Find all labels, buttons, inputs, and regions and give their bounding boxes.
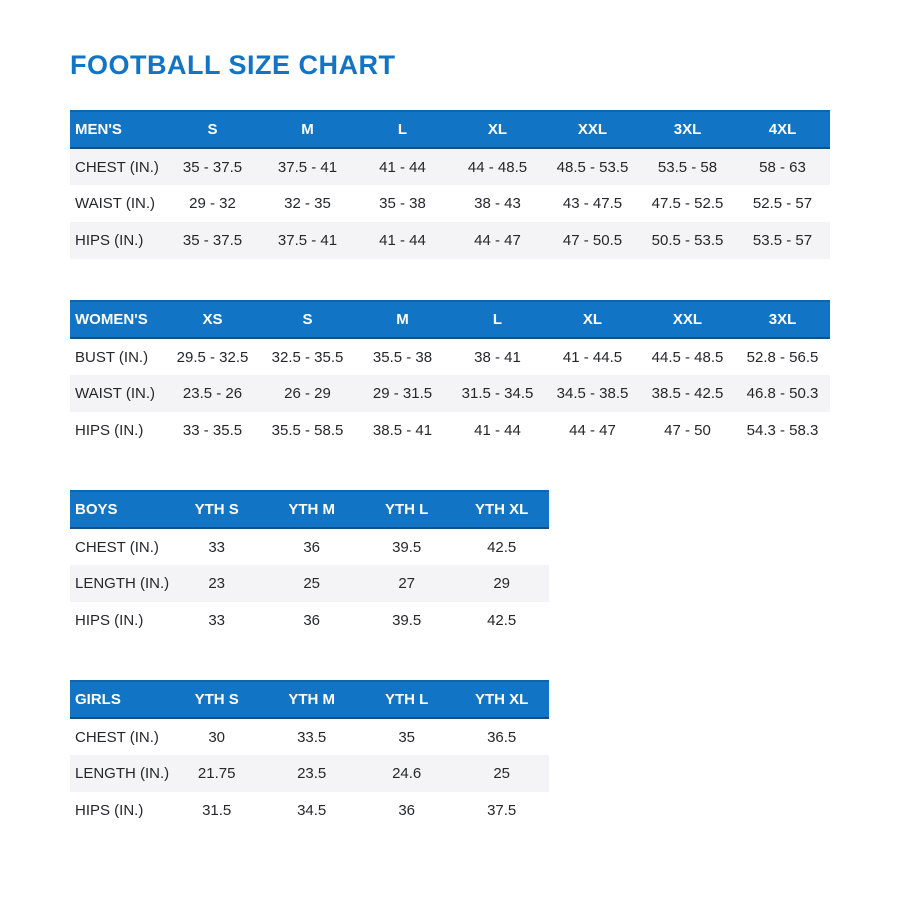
- table-row: [70, 602, 549, 639]
- boys-size-table: [70, 490, 549, 639]
- size-value-cell: 41 - 44.5: [562, 348, 623, 366]
- size-value-cell: 41 - 44: [355, 222, 450, 259]
- column-header-4xl: 4XL: [735, 111, 830, 148]
- size-value-cell: 29 - 32: [189, 195, 236, 212]
- size-value-cell: 36: [398, 802, 416, 819]
- size-value-cell: 23.5: [264, 755, 359, 792]
- size-value-cell: 29.5 - 32.5: [176, 348, 249, 366]
- size-value-cell: 46.8 - 50.3: [735, 375, 830, 412]
- table-row: [70, 338, 830, 375]
- size-value-cell: 58 - 63: [735, 148, 830, 185]
- column-header-xl: XL: [545, 301, 640, 338]
- size-value-cell: 54.3 - 58.3: [746, 422, 819, 439]
- size-value-cell: 25: [264, 565, 359, 602]
- column-header-yth-s: YTH S: [169, 681, 264, 718]
- size-value-cell: 30: [208, 728, 226, 746]
- column-header-yth-l: YTH L: [359, 681, 454, 718]
- size-value-cell: 42.5: [487, 538, 517, 556]
- table-row: [70, 792, 549, 829]
- size-value-cell: 53.5 - 58: [640, 148, 735, 185]
- size-value-cell: 36: [303, 612, 321, 629]
- size-value-cell: 41 - 44: [355, 148, 450, 185]
- table-row: [70, 222, 830, 259]
- size-value-cell: 52.5 - 57: [752, 195, 813, 212]
- column-header-s: S: [260, 301, 355, 338]
- column-header-l: L: [450, 301, 545, 338]
- size-value-cell: 32 - 35: [284, 195, 331, 212]
- column-header-yth-m: YTH M: [264, 681, 359, 718]
- row-label: WAIST (IN.): [70, 375, 165, 412]
- mens-group-label: MEN'S: [70, 111, 165, 148]
- row-label: HIPS (IN.): [70, 222, 165, 259]
- size-value-cell: 33 - 35.5: [182, 422, 243, 439]
- row-label: LENGTH (IN.): [70, 565, 169, 602]
- size-value-cell: 34.5 - 38.5: [545, 375, 640, 412]
- size-value-cell: 39.5: [392, 538, 422, 556]
- womens-size-table: [70, 300, 830, 449]
- size-value-cell: 47 - 50.5: [545, 222, 640, 259]
- size-value-cell: 37.5 - 41: [260, 148, 355, 185]
- size-value-cell: 42.5: [487, 612, 517, 629]
- page-title: FOOTBALL SIZE CHART: [70, 50, 396, 80]
- table-row: [70, 412, 830, 449]
- column-header-l: L: [355, 111, 450, 148]
- size-value-cell: 50.5 - 53.5: [640, 222, 735, 259]
- row-label: BUST (IN.): [75, 348, 149, 366]
- size-value-cell: 27: [359, 565, 454, 602]
- size-value-cell: 47.5 - 52.5: [651, 195, 724, 212]
- row-label: HIPS (IN.): [75, 802, 144, 819]
- row-label: CHEST (IN.): [70, 148, 165, 185]
- table-row: [70, 755, 549, 792]
- boys-header-row: [70, 491, 549, 528]
- size-value-cell: 38 - 43: [474, 195, 521, 212]
- table-row: [70, 528, 549, 565]
- size-value-cell: 31.5: [202, 802, 232, 819]
- mens-size-table: [70, 110, 830, 259]
- column-header-m: M: [355, 301, 450, 338]
- column-header-s: S: [165, 111, 260, 148]
- size-value-cell: 39.5: [392, 612, 422, 629]
- column-header-yth-xl: YTH XL: [454, 491, 549, 528]
- size-value-cell: 32.5 - 35.5: [271, 348, 344, 366]
- size-value-cell: 23: [169, 565, 264, 602]
- size-value-cell: 48.5 - 53.5: [545, 148, 640, 185]
- column-header-yth-l: YTH L: [359, 491, 454, 528]
- size-value-cell: 44 - 47: [569, 422, 616, 439]
- size-value-cell: 44 - 48.5: [450, 148, 545, 185]
- mens-header-row: [70, 111, 830, 148]
- girls-size-table: [70, 680, 549, 829]
- row-label: HIPS (IN.): [75, 612, 144, 629]
- size-value-cell: 33: [208, 538, 226, 556]
- girls-group-label: GIRLS: [70, 681, 169, 718]
- size-value-cell: 25: [454, 755, 549, 792]
- size-value-cell: 29: [454, 565, 549, 602]
- size-value-cell: 35.5 - 58.5: [271, 422, 344, 439]
- table-row: [70, 565, 549, 602]
- column-header-3xl: 3XL: [640, 111, 735, 148]
- column-header-yth-xl: YTH XL: [454, 681, 549, 718]
- column-header-yth-m: YTH M: [264, 491, 359, 528]
- size-value-cell: 38.5 - 41: [372, 422, 433, 439]
- column-header-xs: XS: [165, 301, 260, 338]
- size-value-cell: 44.5 - 48.5: [651, 348, 724, 366]
- column-header-xl: XL: [450, 111, 545, 148]
- size-value-cell: 38.5 - 42.5: [640, 375, 735, 412]
- table-row: [70, 185, 830, 222]
- row-label: WAIST (IN.): [75, 195, 155, 212]
- size-value-cell: 31.5 - 34.5: [450, 375, 545, 412]
- size-value-cell: 34.5: [297, 802, 327, 819]
- size-value-cell: 53.5 - 57: [735, 222, 830, 259]
- girls-header-row: [70, 681, 549, 718]
- row-label: CHEST (IN.): [75, 538, 159, 556]
- column-header-yth-s: YTH S: [169, 491, 264, 528]
- table-row: [70, 148, 830, 185]
- table-row: [70, 718, 549, 755]
- size-value-cell: 44 - 47: [450, 222, 545, 259]
- size-value-cell: 35: [398, 728, 416, 746]
- size-value-cell: 21.75: [169, 755, 264, 792]
- size-value-cell: 33.5: [297, 728, 327, 746]
- column-header-3xl: 3XL: [735, 301, 830, 338]
- size-value-cell: 35.5 - 38: [372, 348, 433, 366]
- row-label: HIPS (IN.): [75, 422, 144, 439]
- size-value-cell: 35 - 37.5: [165, 222, 260, 259]
- row-label: CHEST (IN.): [75, 728, 159, 746]
- row-label: LENGTH (IN.): [70, 755, 169, 792]
- column-header-xxl: XXL: [640, 301, 735, 338]
- column-header-m: M: [260, 111, 355, 148]
- size-value-cell: 37.5 - 41: [260, 222, 355, 259]
- size-value-cell: 26 - 29: [260, 375, 355, 412]
- size-value-cell: 47 - 50: [664, 422, 711, 439]
- size-value-cell: 35 - 37.5: [165, 148, 260, 185]
- size-value-cell: 43 - 47.5: [562, 195, 623, 212]
- size-value-cell: 23.5 - 26: [165, 375, 260, 412]
- womens-header-row: [70, 301, 830, 338]
- column-header-xxl: XXL: [545, 111, 640, 148]
- size-value-cell: 36.5: [487, 728, 517, 746]
- size-value-cell: 35 - 38: [379, 195, 426, 212]
- size-value-cell: 24.6: [359, 755, 454, 792]
- size-value-cell: 52.8 - 56.5: [746, 348, 819, 366]
- table-row: [70, 375, 830, 412]
- womens-group-label: WOMEN'S: [70, 301, 165, 338]
- size-value-cell: 41 - 44: [474, 422, 521, 439]
- size-value-cell: 36: [303, 538, 321, 556]
- boys-group-label: BOYS: [70, 491, 169, 528]
- size-value-cell: 37.5: [487, 802, 517, 819]
- size-value-cell: 38 - 41: [474, 348, 521, 366]
- size-value-cell: 29 - 31.5: [355, 375, 450, 412]
- size-value-cell: 33: [208, 612, 226, 629]
